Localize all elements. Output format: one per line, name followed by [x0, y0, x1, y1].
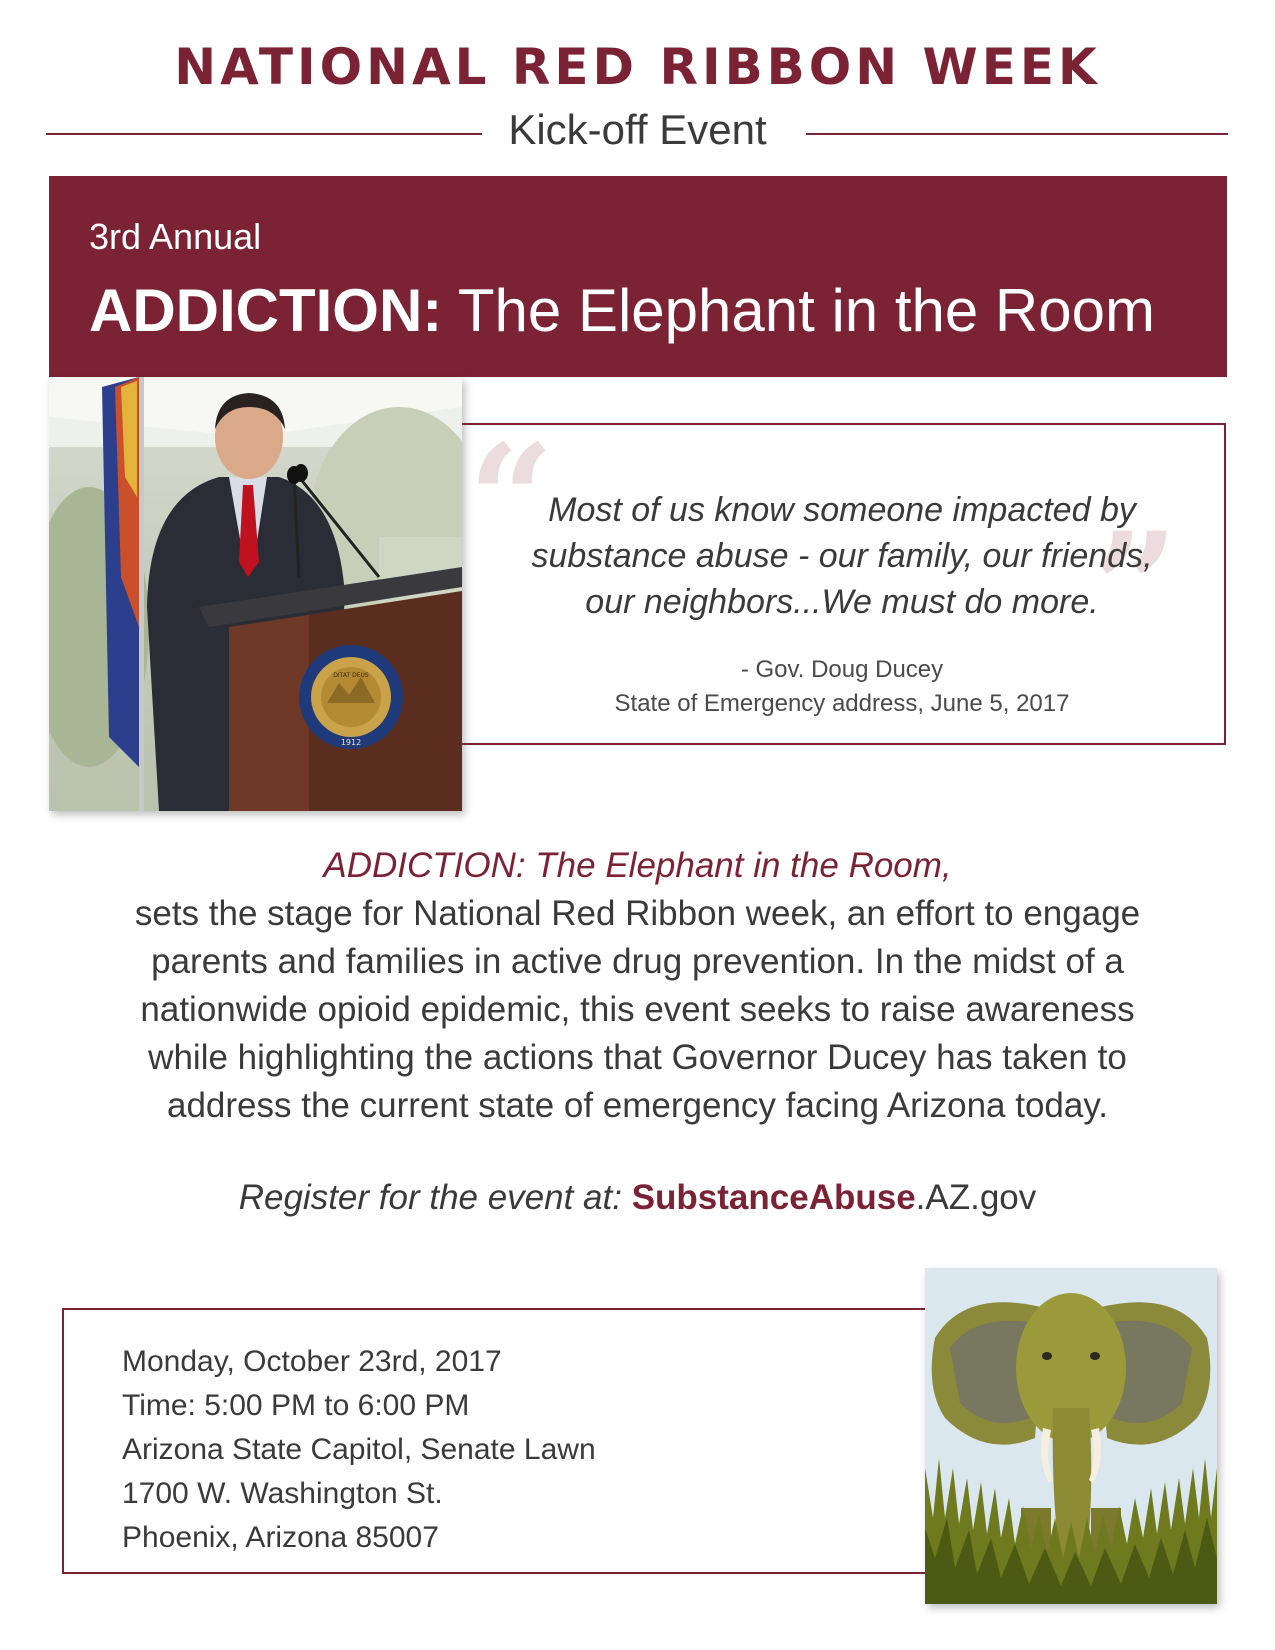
quote-text: Most of us know someone impacted by substance abuse - our family, our friends, our neighbors...We must do more. [531, 491, 1153, 621]
quote-author: - Gov. Doug Ducey [740, 656, 944, 683]
event-title: NATIONAL RED RIBBON WEEK [174, 38, 1101, 96]
quote-attribution [522, 653, 1162, 721]
title-banner [49, 176, 1227, 377]
banner-headline [89, 276, 1155, 346]
quote-box [462, 412, 1226, 745]
seal-year: 1912 [340, 738, 362, 747]
event-details [122, 1340, 596, 1560]
event-city: Phoenix, Arizona 85007 [122, 1521, 439, 1554]
event-subtitle: Kick-off Event [508, 106, 767, 153]
event-date: Monday, October 23rd, 2017 [122, 1345, 502, 1378]
body-lead: ADDICTION: The Elephant in the Room, [323, 846, 952, 885]
quote-source: State of Emergency address, June 5, 2017 [614, 690, 1070, 717]
event-details-box [62, 1308, 932, 1574]
close-quote-icon: ” [1092, 500, 1179, 676]
elephant-illustration [925, 1268, 1217, 1604]
event-street: 1700 W. Washington St. [122, 1477, 443, 1510]
register-link[interactable] [632, 1178, 1037, 1217]
headline-bold: ADDICTION: [89, 277, 443, 344]
body-paragraph: sets the stage for National Red Ribbon week, an effort to engage parents and families in active drug prevention. In the midst of a nationwide opioid epidemic, this event seeks to raise awareness while highlighting the actions that Governor Ducey has taken to address the current state of emergency facing Arizona today. [134, 894, 1141, 1125]
event-time: Time: 5:00 PM to 6:00 PM [122, 1389, 470, 1422]
annual-label: 3rd Annual [89, 216, 262, 257]
register-label: Register for the event at: [238, 1178, 632, 1217]
headline-rest: The Elephant in the Room [442, 277, 1155, 344]
register-line [0, 1175, 1275, 1221]
register-site-rest: .AZ.gov [915, 1178, 1037, 1217]
seal-motto: DITAT DEUS [333, 672, 369, 679]
governor-at-podium-illustration [49, 377, 462, 811]
open-quote-icon: “ [468, 412, 555, 588]
governor-photo [49, 377, 462, 811]
register-site-bold: SubstanceAbuse [631, 1178, 916, 1217]
event-venue: Arizona State Capitol, Senate Lawn [122, 1433, 596, 1466]
elephant-painting [925, 1268, 1217, 1604]
